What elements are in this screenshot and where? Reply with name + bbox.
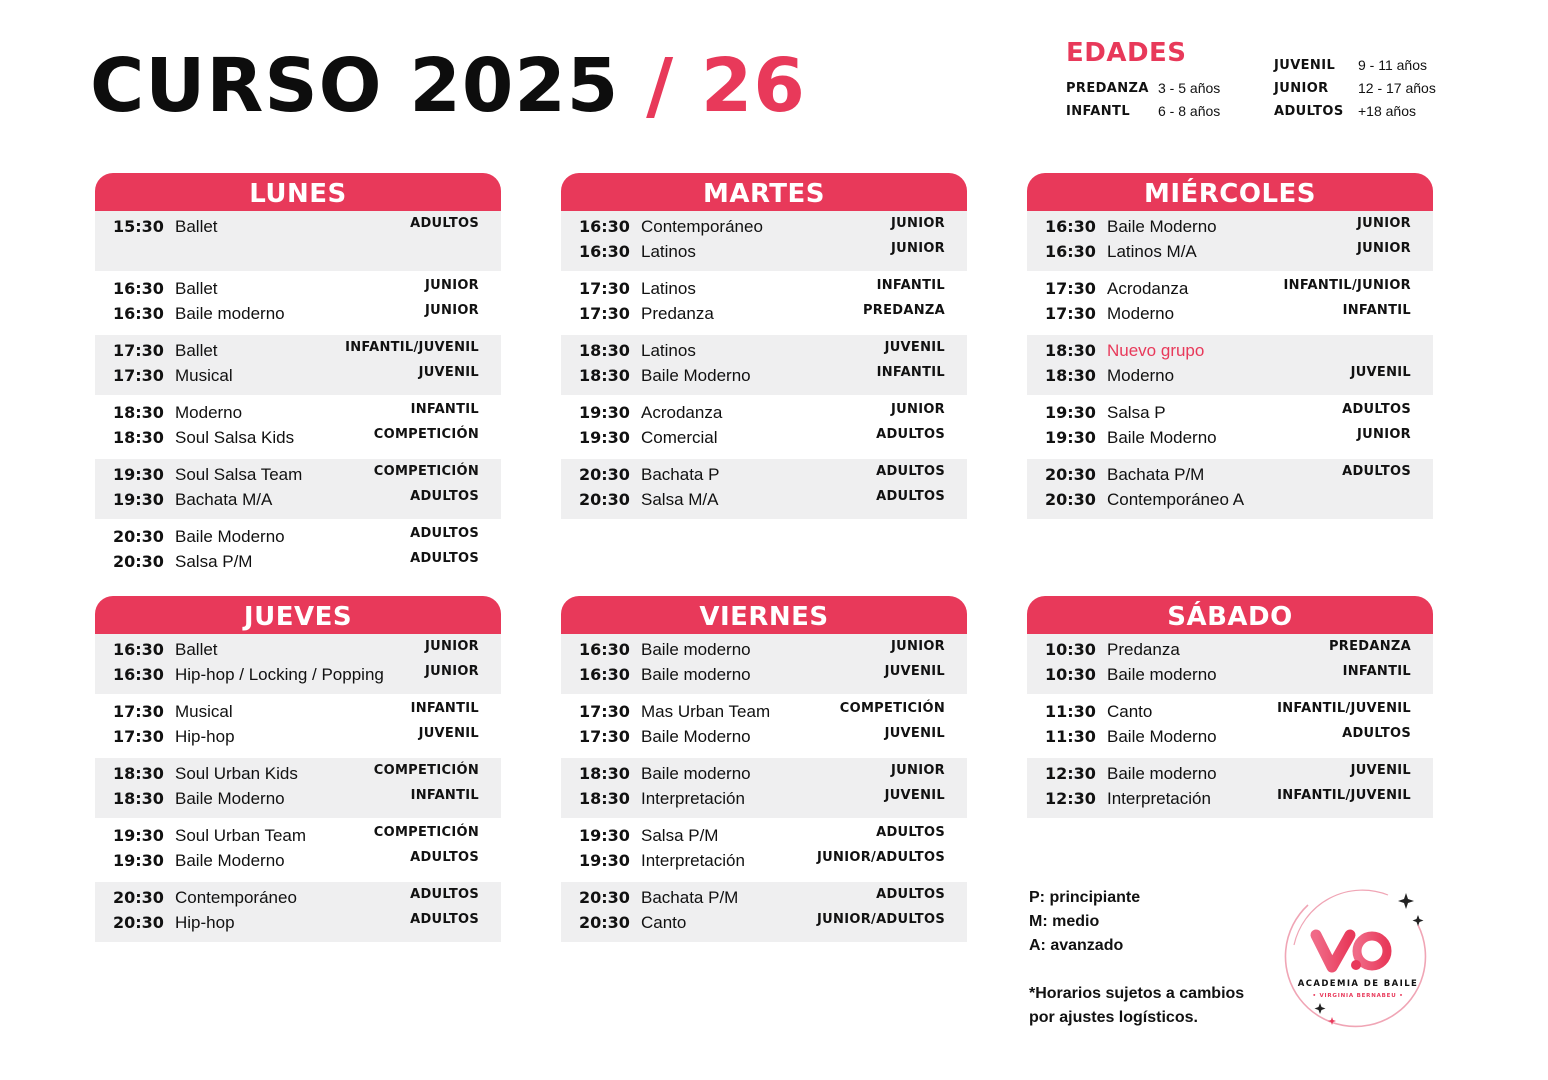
class-row: [1027, 762, 1433, 787]
class-time: 20:30: [113, 913, 164, 932]
time-block: [561, 335, 967, 395]
class-row: [561, 302, 967, 327]
class-level: PREDANZA: [1328, 639, 1411, 654]
class-time: 16:30: [579, 665, 630, 684]
class-level: ADULTOS: [876, 887, 945, 902]
class-name: Baile Moderno: [641, 727, 751, 746]
time-block: [561, 882, 967, 942]
time-block: [95, 459, 501, 519]
class-level: INFANTIL: [876, 365, 945, 380]
class-level: COMPETICIÓN: [373, 763, 479, 778]
class-level: JUNIOR: [425, 278, 479, 293]
class-level: JUVENIL: [418, 365, 479, 380]
time-block: [561, 820, 967, 880]
class-level: ADULTOS: [1342, 402, 1411, 417]
class-level: COMPETICIÓN: [839, 701, 945, 716]
class-name: Musical: [175, 366, 233, 385]
class-name: Mas Urban Team: [641, 702, 771, 721]
class-row: [561, 911, 967, 936]
class-name: Bachata P: [641, 465, 720, 484]
time-block: [561, 459, 967, 519]
class-name: Baile moderno: [175, 304, 285, 323]
day-header: MIÉRCOLES: [1027, 173, 1433, 211]
time-block: [95, 521, 501, 581]
class-name: Baile moderno: [641, 764, 751, 783]
schedule-note-line-2: por ajustes logísticos.: [1029, 1009, 1198, 1026]
class-row: [561, 824, 967, 849]
time-block: [561, 758, 967, 818]
class-row: [1027, 463, 1433, 488]
class-row: [1027, 663, 1433, 688]
class-name: Canto: [1107, 702, 1153, 721]
class-time: 16:30: [113, 304, 164, 323]
class-time: 17:30: [1045, 304, 1096, 323]
class-level: INFANTIL/JUNIOR: [1283, 278, 1411, 293]
class-row: [561, 426, 967, 451]
class-row: [95, 725, 501, 750]
class-row: [1027, 700, 1433, 725]
class-level: JUNIOR: [1357, 241, 1411, 256]
class-time: 18:30: [113, 789, 164, 808]
time-block: [95, 211, 501, 271]
class-row: [95, 663, 501, 688]
class-time: 19:30: [579, 403, 630, 422]
page-title: [90, 38, 806, 134]
legend-advanced: A: avanzado: [1029, 937, 1124, 954]
class-name: Salsa P/M: [641, 826, 719, 845]
class-time: 20:30: [113, 552, 164, 571]
class-time: 17:30: [113, 727, 164, 746]
legend-beginner: P: principiante: [1029, 889, 1141, 906]
time-block: [95, 820, 501, 880]
time-block: [561, 397, 967, 457]
time-block: [95, 882, 501, 942]
class-level: INFANTIL: [1342, 664, 1411, 679]
edades-title: EDADES: [1066, 38, 1187, 68]
class-time: 19:30: [1045, 428, 1096, 447]
class-name: Moderno: [1107, 366, 1175, 385]
class-level: JUNIOR: [425, 639, 479, 654]
class-name: Baile Moderno: [1107, 727, 1217, 746]
class-name: Nuevo grupo: [1107, 341, 1205, 360]
class-level: ADULTOS: [1342, 464, 1411, 479]
time-block: [1027, 273, 1433, 333]
class-level: JUNIOR: [891, 216, 945, 231]
class-row: [95, 364, 501, 389]
class-level: ADULTOS: [410, 912, 479, 927]
class-name: Baile Moderno: [175, 789, 285, 808]
class-name: Baile moderno: [641, 665, 751, 684]
class-row: [95, 762, 501, 787]
class-level: ADULTOS: [410, 887, 479, 902]
class-time: 16:30: [113, 665, 164, 684]
time-block: [95, 335, 501, 395]
class-name: Soul Urban Team: [175, 826, 307, 845]
time-block: [95, 758, 501, 818]
class-time: 19:30: [113, 490, 164, 509]
class-time: 20:30: [113, 888, 164, 907]
time-block: [1027, 634, 1433, 694]
class-name: Salsa M/A: [641, 490, 719, 509]
class-row: [561, 339, 967, 364]
class-level: JUVENIL: [1350, 763, 1411, 778]
time-block: [95, 273, 501, 333]
day-classes: [561, 211, 967, 519]
legend-medium: M: medio: [1029, 913, 1100, 930]
day-classes: [95, 634, 501, 942]
day-classes: [1027, 211, 1433, 519]
class-row: [95, 638, 501, 663]
class-name: Latinos: [641, 279, 696, 298]
class-time: 20:30: [579, 490, 630, 509]
class-row: [95, 488, 501, 513]
class-time: 16:30: [579, 217, 630, 236]
day-card: [1027, 173, 1433, 521]
time-block: [1027, 335, 1433, 395]
class-level: INFANTIL: [410, 788, 479, 803]
class-name: Latinos: [641, 341, 696, 360]
class-level: ADULTOS: [876, 489, 945, 504]
class-level: ADULTOS: [410, 489, 479, 504]
class-time: 18:30: [579, 789, 630, 808]
class-row: [561, 638, 967, 663]
class-row: [561, 215, 967, 240]
class-row: [1027, 215, 1433, 240]
class-name: Acrodanza: [641, 403, 723, 422]
time-block: [95, 696, 501, 756]
class-row: [95, 401, 501, 426]
class-time: 20:30: [579, 465, 630, 484]
class-time: 18:30: [113, 428, 164, 447]
class-row: [561, 762, 967, 787]
day-card: [1027, 596, 1433, 820]
class-level: ADULTOS: [1342, 726, 1411, 741]
class-row: [95, 277, 501, 302]
class-level: JUNIOR: [1357, 427, 1411, 442]
class-time: 16:30: [579, 242, 630, 261]
class-level: INFANTIL: [410, 402, 479, 417]
class-name: Soul Urban Kids: [175, 764, 298, 783]
class-level: JUNIOR: [891, 639, 945, 654]
class-name: Baile moderno: [641, 640, 751, 659]
class-level: JUVENIL: [884, 788, 945, 803]
class-level: JUNIOR: [891, 763, 945, 778]
class-row: [1027, 488, 1433, 513]
class-time: 16:30: [579, 640, 630, 659]
class-time: 17:30: [1045, 279, 1096, 298]
age-group-name: ADULTOS: [1274, 104, 1344, 119]
time-block: [561, 696, 967, 756]
class-row: [95, 911, 501, 936]
schedule-note-line-1: *Horarios sujetos a cambios: [1029, 985, 1245, 1002]
class-name: Soul Salsa Team: [175, 465, 303, 484]
age-group-name: INFANTL: [1066, 104, 1130, 119]
legend: [1029, 886, 1244, 1030]
class-time: 12:30: [1045, 764, 1096, 783]
class-name: Acrodanza: [1107, 279, 1189, 298]
class-name: Interpretación: [641, 851, 745, 870]
day-card: [561, 173, 967, 521]
class-row: [95, 550, 501, 575]
day-header: JUEVES: [95, 596, 501, 634]
class-time: 16:30: [1045, 217, 1096, 236]
time-block: [561, 273, 967, 333]
age-group-range: 9 - 11 años: [1358, 57, 1428, 73]
class-time: 18:30: [579, 341, 630, 360]
class-row: [1027, 426, 1433, 451]
class-time: 10:30: [1045, 640, 1096, 659]
class-name: Contemporáneo A: [1107, 490, 1245, 509]
class-name: Bachata P/M: [1107, 465, 1205, 484]
class-level: JUVENIL: [884, 340, 945, 355]
class-time: 16:30: [1045, 242, 1096, 261]
academy-logo: [1268, 885, 1448, 1035]
class-level: COMPETICIÓN: [373, 427, 479, 442]
day-header: MARTES: [561, 173, 967, 211]
class-name: Moderno: [1107, 304, 1175, 323]
class-name: Canto: [641, 913, 687, 932]
class-row: [95, 824, 501, 849]
class-row: [561, 700, 967, 725]
class-level: JUVENIL: [884, 664, 945, 679]
time-block: [1027, 397, 1433, 457]
class-row: [561, 401, 967, 426]
day-header: VIERNES: [561, 596, 967, 634]
class-time: 20:30: [579, 888, 630, 907]
class-row: [1027, 339, 1433, 364]
class-name: Moderno: [175, 403, 243, 422]
class-level: ADULTOS: [876, 825, 945, 840]
day-header: LUNES: [95, 173, 501, 211]
class-level: COMPETICIÓN: [373, 825, 479, 840]
class-time: 17:30: [579, 727, 630, 746]
class-name: Musical: [175, 702, 233, 721]
class-level: JUVENIL: [418, 726, 479, 741]
class-time: 18:30: [1045, 341, 1096, 360]
class-name: Baile Moderno: [1107, 217, 1217, 236]
class-time: 17:30: [113, 366, 164, 385]
class-name: Ballet: [175, 341, 218, 360]
class-row: [95, 525, 501, 550]
class-time: 12:30: [1045, 789, 1096, 808]
time-block: [561, 211, 967, 271]
class-name: Baile Moderno: [1107, 428, 1217, 447]
class-level: ADULTOS: [410, 216, 479, 231]
day-card: [95, 596, 501, 944]
time-block: [1027, 211, 1433, 271]
class-time: 18:30: [579, 764, 630, 783]
class-name: Baile moderno: [1107, 764, 1217, 783]
class-name: Comercial: [641, 428, 718, 447]
class-name: Ballet: [175, 217, 218, 236]
time-block: [95, 397, 501, 457]
class-row: [561, 663, 967, 688]
class-row: [95, 426, 501, 451]
class-level: JUNIOR: [891, 402, 945, 417]
class-row: [561, 725, 967, 750]
class-time: 17:30: [579, 279, 630, 298]
class-name: Baile Moderno: [641, 366, 751, 385]
class-time: 18:30: [1045, 366, 1096, 385]
class-level: JUNIOR/ADULTOS: [817, 850, 945, 865]
svg-text:ACADEMIA DE BAILE: ACADEMIA DE BAILE: [1297, 979, 1419, 989]
age-group-name: JUVENIL: [1274, 58, 1336, 73]
class-time: 17:30: [113, 702, 164, 721]
class-level: JUNIOR: [891, 241, 945, 256]
class-row: [95, 302, 501, 327]
class-name: Contemporáneo: [175, 888, 297, 907]
class-name: Baile moderno: [1107, 665, 1217, 684]
time-block: [1027, 758, 1433, 818]
class-level: JUNIOR/ADULTOS: [817, 912, 945, 927]
class-row: [1027, 787, 1433, 812]
class-time: 17:30: [579, 702, 630, 721]
class-time: 11:30: [1045, 702, 1096, 721]
class-row: [561, 488, 967, 513]
class-name: Hip-hop: [175, 727, 235, 746]
class-time: 11:30: [1045, 727, 1096, 746]
class-name: Salsa P/M: [175, 552, 253, 571]
class-time: 19:30: [113, 851, 164, 870]
class-level: ADULTOS: [876, 427, 945, 442]
class-time: 16:30: [113, 640, 164, 659]
class-level: JUNIOR: [1357, 216, 1411, 231]
class-level: JUNIOR: [425, 664, 479, 679]
class-row: [561, 849, 967, 874]
class-row: [1027, 725, 1433, 750]
class-name: Contemporáneo: [641, 217, 763, 236]
class-name: Latinos: [641, 242, 696, 261]
class-name: Ballet: [175, 640, 218, 659]
class-time: 19:30: [113, 826, 164, 845]
class-row: [561, 364, 967, 389]
time-block: [95, 634, 501, 694]
class-name: Bachata P/M: [641, 888, 739, 907]
age-group-range: 3 - 5 años: [1158, 80, 1221, 96]
class-name: Predanza: [641, 304, 714, 323]
class-level: JUNIOR: [425, 303, 479, 318]
class-row: [1027, 364, 1433, 389]
class-time: 19:30: [579, 826, 630, 845]
age-group-range: 12 - 17 años: [1358, 80, 1436, 96]
class-name: Interpretación: [641, 789, 745, 808]
class-row: [95, 700, 501, 725]
class-name: Bachata M/A: [175, 490, 273, 509]
class-row: [95, 787, 501, 812]
svg-text:• VIRGINIA BERNABEU •: • VIRGINIA BERNABEU •: [1312, 993, 1404, 999]
class-row: [561, 787, 967, 812]
time-block: [1027, 696, 1433, 756]
class-name: Interpretación: [1107, 789, 1211, 808]
class-name: Soul Salsa Kids: [175, 428, 295, 447]
class-time: 19:30: [113, 465, 164, 484]
class-time: 18:30: [579, 366, 630, 385]
class-level: INFANTIL: [410, 701, 479, 716]
age-group-range: +18 años: [1358, 103, 1416, 119]
age-group-name: PREDANZA: [1066, 81, 1149, 96]
age-group-range: 6 - 8 años: [1158, 103, 1221, 119]
class-time: 16:30: [113, 279, 164, 298]
class-time: 10:30: [1045, 665, 1096, 684]
class-name: Baile Moderno: [175, 851, 285, 870]
class-level: INFANTIL/JUVENIL: [1277, 788, 1411, 803]
day-classes: [561, 634, 967, 942]
day-classes: [95, 211, 501, 581]
day-classes: [1027, 634, 1433, 818]
class-level: PREDANZA: [862, 303, 945, 318]
title-year: / 26: [646, 43, 806, 129]
class-level: INFANTIL/JUVENIL: [1277, 701, 1411, 716]
class-row: [95, 463, 501, 488]
class-level: ADULTOS: [876, 464, 945, 479]
class-row: [1027, 240, 1433, 265]
class-time: 20:30: [579, 913, 630, 932]
class-row: [561, 240, 967, 265]
time-block: [1027, 459, 1433, 519]
class-row: [561, 277, 967, 302]
class-level: INFANTIL: [1342, 303, 1411, 318]
class-row: [95, 849, 501, 874]
class-name: Hip-hop / Locking / Popping: [175, 665, 384, 684]
class-time: 15:30: [113, 217, 164, 236]
class-row: [561, 463, 967, 488]
class-level: JUVENIL: [1350, 365, 1411, 380]
class-level: INFANTIL/JUVENIL: [345, 340, 479, 355]
class-level: INFANTIL: [876, 278, 945, 293]
class-level: JUVENIL: [884, 726, 945, 741]
class-name: Ballet: [175, 279, 218, 298]
class-time: 17:30: [113, 341, 164, 360]
class-row: [1027, 277, 1433, 302]
class-time: 18:30: [113, 764, 164, 783]
class-level: ADULTOS: [410, 551, 479, 566]
class-row: [95, 339, 501, 364]
class-level: ADULTOS: [410, 526, 479, 541]
class-time: 20:30: [1045, 465, 1096, 484]
class-time: 18:30: [113, 403, 164, 422]
class-level: COMPETICIÓN: [373, 464, 479, 479]
class-row: [1027, 302, 1433, 327]
class-row: [1027, 638, 1433, 663]
day-card: [561, 596, 967, 944]
time-block: [561, 634, 967, 694]
class-time: 20:30: [1045, 490, 1096, 509]
class-row: [561, 886, 967, 911]
class-row: [1027, 401, 1433, 426]
class-name: Predanza: [1107, 640, 1180, 659]
class-row: [95, 886, 501, 911]
class-time: 19:30: [1045, 403, 1096, 422]
class-time: 19:30: [579, 428, 630, 447]
class-time: 20:30: [113, 527, 164, 546]
class-name: Hip-hop: [175, 913, 235, 932]
day-header: SÁBADO: [1027, 596, 1433, 634]
class-time: 17:30: [579, 304, 630, 323]
title-main: CURSO 2025: [90, 43, 620, 129]
class-time: 19:30: [579, 851, 630, 870]
class-name: Baile Moderno: [175, 527, 285, 546]
class-level: ADULTOS: [410, 850, 479, 865]
class-name: Salsa P: [1107, 403, 1166, 422]
day-card: [95, 173, 501, 583]
age-group-name: JUNIOR: [1274, 81, 1329, 96]
class-row: [95, 215, 501, 240]
class-name: Latinos M/A: [1107, 242, 1197, 261]
